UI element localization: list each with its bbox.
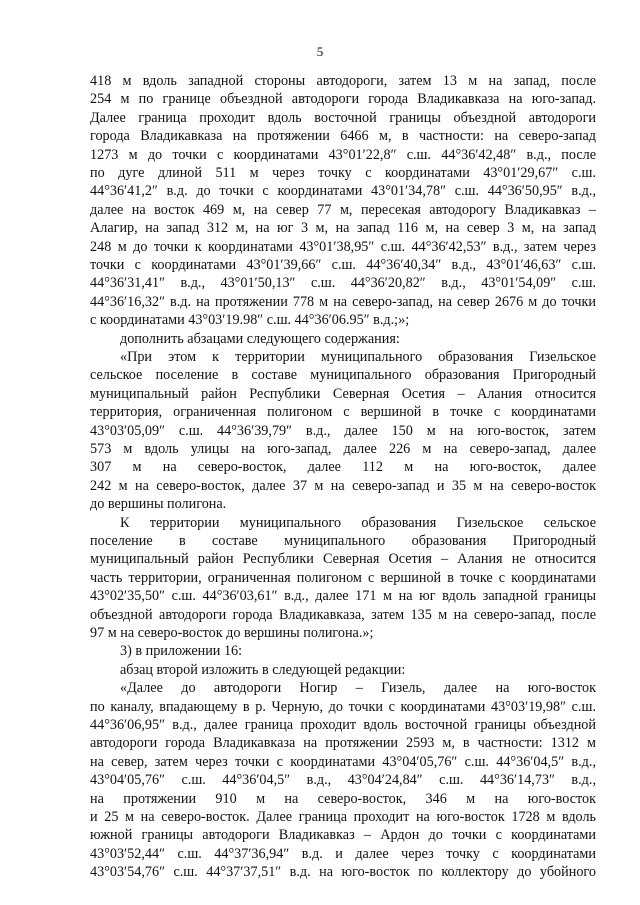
text-line: 44°36′16,32″ в.д. на протяжении 778 м на северо-запад, на север 2676 м до точки (90, 293, 596, 310)
text-line: объездной автодороги города Владикавказа, затем 135 м на северо-запад, после (90, 606, 596, 623)
text-line: 242 м на северо-восток, далее 37 м на северо-запад и 35 м на северо-восток (90, 477, 596, 494)
text-line: до вершины полигона. (90, 496, 227, 513)
text-line: Далее граница проходит вдоль восточной границы объездной автодороги (90, 109, 596, 126)
text-line: 43°04′05,76″ с.ш. 44°36′04,5″ в.д., 43°04′24,84″ с.ш. 44°36′14,73″ в.д., (90, 772, 596, 789)
text-line: с координатами 43°03′19.98″ с.ш. 44°36′06.95″ в.д.;»; (90, 312, 410, 329)
text-line: по дуге длиной 511 м через точку с координатами 43°01′29,67″ с.ш. (90, 165, 596, 181)
text-line: Алагир, на запад 312 м, на юг 3 м, на запад 116 м, на север 3 м, на запад (90, 220, 596, 237)
text-line: 307 м на северо-восток, далее 112 м на юго-восток, далее (90, 459, 596, 476)
text-line: территория, ограниченная полигоном с вершиной в точке с координатами (90, 404, 596, 421)
text-line: 43°02′35,50″ с.ш. 44°36′03,61″ в.д., далее 171 м на юг вдоль западной границы (90, 588, 596, 605)
text-line: 3) в приложении 16: (120, 643, 243, 660)
text-line: по каналу, впадающему в р. Черную, до точки с координатами 43°03′19,98″ с.ш. (90, 698, 596, 715)
text-line: 254 м по границе объездной автодороги города Владикавказа на юго-запад. (90, 91, 596, 108)
text-line: 44°36′41,2″ в.д. до точки с координатами 43°01′34,78″ с.ш. 44°36′50,95″ в.д., (90, 183, 596, 200)
text-line: и 25 м на северо-восток. Далее граница проходит на юго-восток 1728 м вдоль (90, 809, 596, 825)
text-line: на север, затем через точки с координатами 43°04′05,76″ с.ш. 44°36′04,5″ в.д., (90, 753, 596, 770)
text-line: 248 м до точки к координатами 43°01′38,95″ с.ш. 44°36′42,53″ в.д., затем через (90, 238, 596, 255)
text-line: «Далее до автодороги Ногир – Гизель, далее на юго-восток (120, 680, 596, 697)
text-line: поселение в составе муниципального образования Пригородный (90, 533, 596, 549)
text-line: 43°03′52,44″ с.ш. 44°37′36,94″ в.д. и далее через точку с координатами (90, 845, 596, 862)
text-line: 43°03′05,09″ с.ш. 44°36′39,79″ в.д., далее 150 м на юго-восток, затем (90, 422, 596, 439)
text-line: автодороги города Владикавказа на протяжении 2593 м, в частности: 1312 м (90, 735, 596, 752)
text-line: муниципальный район Республики Северная Осетия – Алания не относится (90, 551, 596, 568)
text-line: муниципальный район Республики Северная Осетия – Алания относится (90, 385, 596, 402)
text-line: южной границы автодороги Владикавказ – Ардон до точки с координатами (90, 827, 596, 844)
text-line: К территории муниципального образования Гизельское сельское (120, 514, 596, 531)
page-number: 5 (316, 44, 324, 59)
text-line: на протяжении 910 м на северо-восток, 346 м на юго-восток (90, 790, 596, 807)
text-line: часть территории, ограниченная полигоном с вершиной в точке с координатами (90, 569, 596, 586)
text-line: 43°03′54,76″ с.ш. 44°37′37,51″ в.д. на юго-восток по коллектору до убойного (90, 864, 596, 881)
text-line: 418 м вдоль западной стороны автодороги, затем 13 м на запад, после (90, 73, 596, 89)
text-line: города Владикавказа на протяжении 6466 м, в частности: на северо-запад (90, 128, 596, 145)
text-line: далее на восток 469 м, на север 77 м, пересекая автодорогу Владикавказ – (90, 201, 596, 218)
text-line: 1273 м до точки с координатами 43°01′22,8″ с.ш. 44°36′42,48″ в.д., после (90, 146, 596, 163)
text-line: дополнить абзацами следующего содержания: (120, 330, 400, 347)
text-line: «При этом к территории муниципального образования Гизельское (120, 349, 596, 365)
text-line: 44°36′31,41″ в.д., 43°01′50,13″ с.ш. 44°36′20,82″ в.д., 43°01′54,09″ с.ш. (90, 275, 596, 292)
text-line: 44°36′06,95″ в.д., далее граница проходит вдоль восточной границы объездной (90, 717, 596, 733)
text-line: 97 м на северо-восток до вершины полигона.»; (90, 625, 374, 641)
text-line: точки с координатами 43°01′39,66″ с.ш. 44°36′40,34″ в.д., 43°01′46,63″ с.ш. (90, 257, 596, 273)
text-line: абзац второй изложить в следующей редакции: (120, 661, 406, 678)
text-line: сельское поселение в составе муниципального образования Пригородный (90, 367, 596, 384)
text-line: 573 м вдоль улицы на юго-запад, далее 226 м на северо-запад, далее (90, 441, 596, 457)
